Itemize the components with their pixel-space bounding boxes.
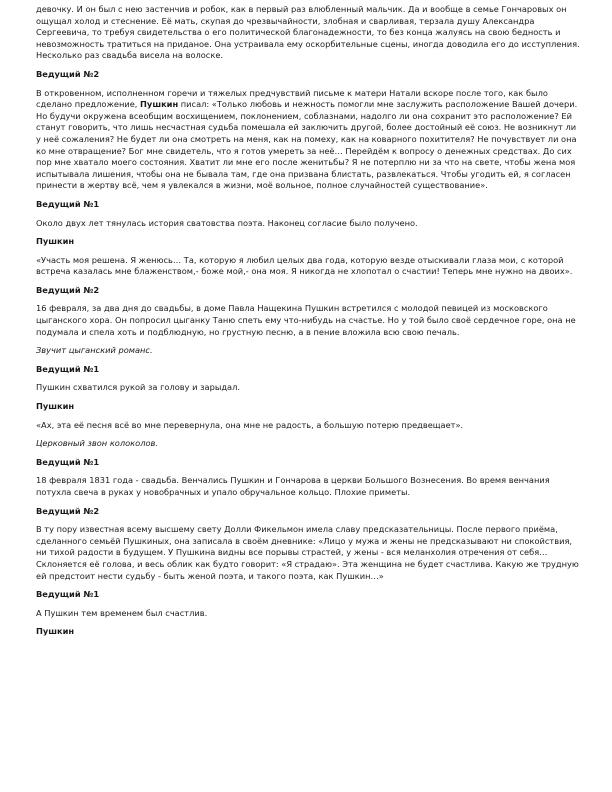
speaker-heading: Ведущий №1 xyxy=(36,198,100,209)
paragraph: А Пушкин тем временем был счастлив. xyxy=(36,607,208,618)
speaker-heading: Ведущий №1 xyxy=(36,589,100,600)
speaker-heading: Пушкин xyxy=(36,626,75,637)
speaker-name-inline: Пушкин xyxy=(140,99,179,110)
paragraph: девочку. И он был с нею застенчив и робок, как в первый раз влюбленный мальчик. Да и вообще в семье Гончаровых он ощущал холод и стеснение. Её мать, скупая до чрезвычайности, злобная и сварливая, терзала душу Александра Сергеевича, то требуя свидетельства о его политической благонадежности, то без конца жалуясь на свою бедность и невозможность тратиться на приданое. Она устраивала ему оскорбительные сцены, иногда доводила его до исступления. Несколько раз свадьба висела на волоске. xyxy=(36,4,580,61)
stage-direction: Церковный звон колоколов. xyxy=(36,438,159,449)
paragraph: 16 февраля, за два дня до свадьбы, в доме Павла Нащекина Пушкин встретился с молодой певицей из московского цыганского хора. Он попросил цыганку Таню спеть ему что-нибудь на счастье. Но у той было своё сердечное горе, она не подумала и спела хоть и подблюдную, но грустную песню, а в пение вложила всю свою печаль. xyxy=(36,303,576,337)
paragraph: В ту пору известная всему высшему свету Долли Фикельмон имела славу предсказательницы. После первого приёма, сделанного семьёй Пушкиных, она записала в своём дневнике: «Лицо у мужа и жены не предсказывают ни спокойствия, ни тихой радости в будущем. У Пушкина видны все порывы страстей, у жены - вся меланхолия отречения от себя… Склоняется её голова, и весь облик как будто говорит: «Я страдаю». Эта женщина не будет счастлива. Какую же трудную ей предстоит нести судьбу - быть женой поэта, и такого поэта, как Пушкин…» xyxy=(36,524,579,581)
document-page xyxy=(36,4,580,645)
speaker-heading: Ведущий №1 xyxy=(36,456,100,467)
paragraph-text: В откровенном, исполненном горечи и тяжелых предчувствий письме к матери Натали вскоре после того, как было сделано предложение, xyxy=(36,87,548,110)
speaker-heading: Ведущий №2 xyxy=(36,68,100,79)
paragraph: «Ах, эта её песня всё во мне перевернула, она мне не радость, а большую потерю предвещает». xyxy=(36,419,464,430)
paragraph-text: писал: «Только любовь и нежность помогли мне заслужить расположение Вашей дочери. Но будучи окружена всеобщим восхищением, поклонением, соблазнами, надолго ли она сохранит это расположение? Ей станут говорить, что лишь несчастная судьба помешала ей заключить другой, более достойный её союз. Не возникнут ли у неё сожаления? Не будет ли она смотреть на меня, как на помеху, как на коварного похитителя? Не почувствует ли она ко мне отвращение? Бог мне свидетель, что я готов умереть за неё… Перейдём к вопросу о денежных средствах. До сих пор мне хватало моего состояния. Хватит ли мне его после женитьбы? Я не потерплю ни за что на свете, чтобы жена моя испытывала лишения, чтобы она не бывала там, где она призвана блистать, развлекаться. Чтобы угодить ей, я согласен принести в жертву всё, чем я увлекался в жизни, моё вольное, полное случайностей существование». xyxy=(36,99,578,191)
speaker-heading: Ведущий №2 xyxy=(36,284,100,295)
speaker-heading: Ведущий №1 xyxy=(36,363,100,374)
paragraph: «Участь моя решена. Я женюсь… Та, которую я любил целых два года, которую везде отыскивали глаза мои, с которой встреча казалась мне блаженством,- боже мой,- она моя. Я никогда не хлопотал о счастии! Теперь мне нужно на двоих». xyxy=(36,254,573,277)
paragraph: 18 февраля 1831 года - свадьба. Венчались Пушкин и Гончарова в церкви Большого Вознесения. Во время венчания потухла свеча в руках у новобрачных и упало обручальное кольцо. Плохие приметы. xyxy=(36,475,550,497)
paragraph xyxy=(36,88,580,192)
stage-direction: Звучит цыганский романс. xyxy=(36,345,153,356)
paragraph: Около двух лет тянулась история сватовства поэта. Наконец согласие было получено. xyxy=(36,217,418,228)
speaker-heading: Ведущий №2 xyxy=(36,505,100,516)
speaker-heading: Пушкин xyxy=(36,401,75,412)
speaker-heading: Пушкин xyxy=(36,236,75,247)
paragraph: Пушкин схватился рукой за голову и зарыдал. xyxy=(36,382,240,393)
